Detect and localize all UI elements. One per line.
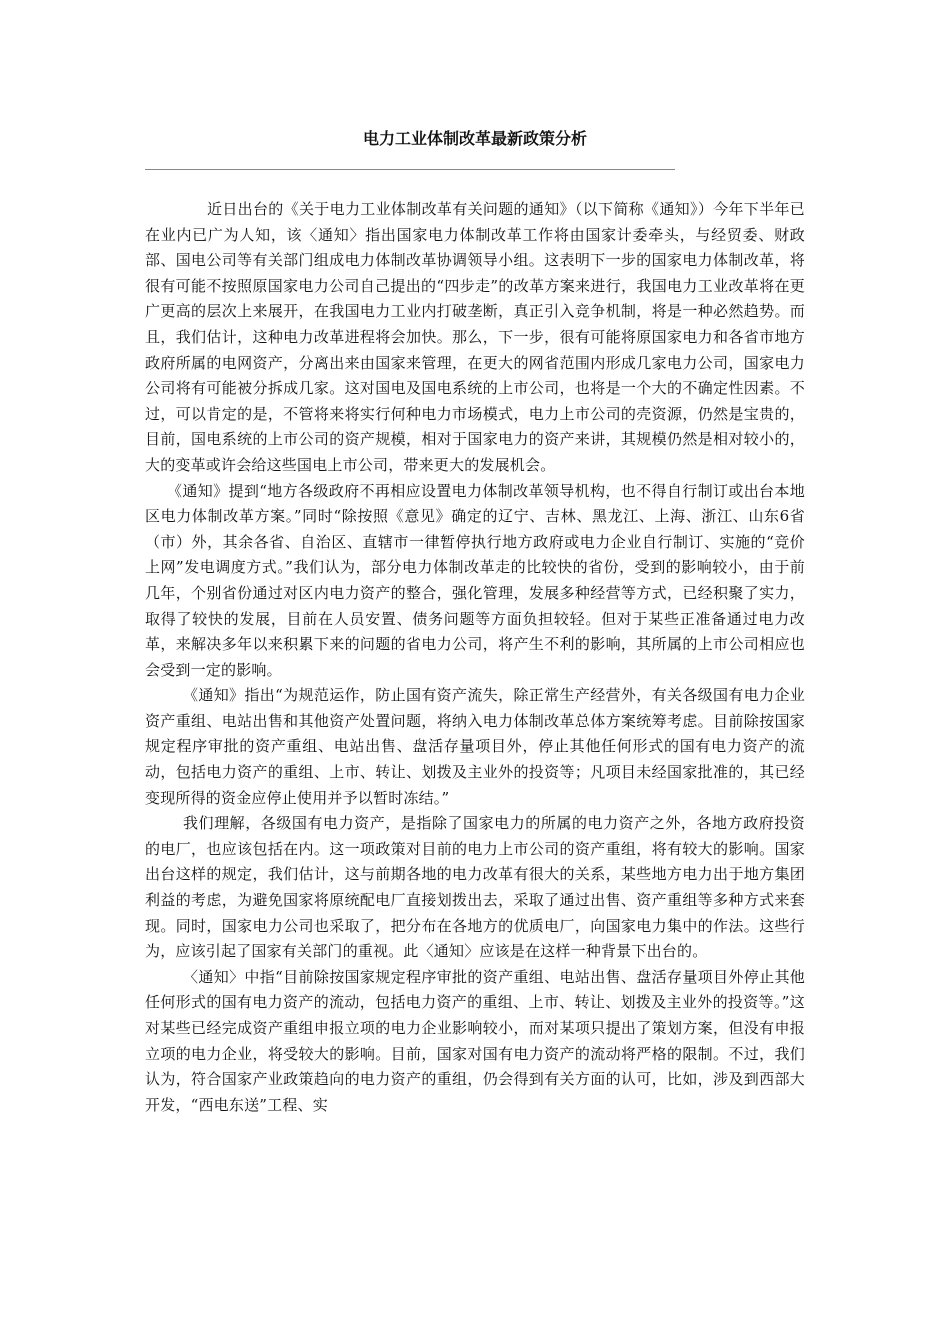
title-divider [145,169,675,170]
paragraph-5: 〈通知〉中指“目前除按国家规定程序审批的资产重组、电站出售、盘活存量项目外停止其他任何形式的国有电力资产的流动，包括电力资产的重组、上市、转让、划拨及主业外的投资等。”这对某些已经完成资产重组申报立项的电力企业影响较小，而对某项只提出了策划方案，但没有申报立项的电力企业，将受较大的影响。目前，国家对国有电力资产的流动将严格的限制。不过，我们认为，符合国家产业政策趋向的电力资产的重组，仍会得到有关方面的认可，比如，涉及到西部大开发，“西电东送”工程、实 [145,967,805,1114]
paragraph-3: 《通知》指出“为规范运作，防止国有资产流失，除正常生产经营外，有关各级国有电力企业资产重组、电站出售和其他资产处置问题，将纳入电力体制改革总体方案统筹考虑。目前除按国家规定程序审批的资产重组、电站出售、盘活存量项目外，停止其他任何形式的国有电力资产的流动，包括电力资产的重组、上市、转让、划拨及主业外的投资等；凡项目未经国家批准的，其已经变现所得的资金应停止使用并予以暂时冻结。” [145,686,805,807]
document-title: 电力工业体制改革最新政策分析 [362,129,587,148]
document-body [145,197,805,1118]
paragraph-1: 近日出台的《关于电力工业体制改革有关问题的通知》（以下简称《通知》）今年下半年已在业内已广为人知，该〈通知〉指出国家电力体制改革工作将由国家计委牵头，与经贸委、财政部、国电公司等有关部门组成电力体制改革协调领导小组。这表明下一步的国家电力体制改革，将很有可能不按照原国家电力公司自己提出的“四步走”的改革方案来进行，我国电力工业改革将在更广更高的层次上来展开，在我国电力工业内打破垄断，真正引入竞争机制，将是一种必然趋势。而且，我们估计，这种电力改革进程将会加快。那么，下一步，很有可能将原国家电力和各省市地方政府所属的电网资产，分离出来由国家来管理，在更大的网省范围内形成几家电力公司，国家电力公司将有可能被分拆成几家。这对国电及国电系统的上市公司，也将是一个大的不确定性因素。不过，可以肯定的是，不管将来将实行何种电力市场模式，电力上市公司的壳资源，仍然是宝贵的，目前，国电系统的上市公司的资产规模，相对于国家电力的资产来讲，其规模仍然是相对较小的，大的变革或许会给这些国电上市公司，带来更大的发展机会。 [145,200,805,474]
paragraph-4: 我们理解，各级国有电力资产，是指除了国家电力的所属的电力资产之外，各地方政府投资的电厂，也应该包括在内。这一项政策对目前的电力上市公司的资产重组，将有较大的影响。国家出台这样的规定，我们估计，这与前期各地的电力改革有很大的关系，某些地方电力出于地方集团利益的考虑，为避免国家将原统配电厂直接划拨出去，采取了通过出售、资产重组等多种方式来套现。同时，国家电力公司也采取了，把分布在各地方的优质电厂，向国家电力集中的作法。这些行为，应该引起了国家有关部门的重视。此〈通知〉应该是在这样一种背景下出台的。 [145,814,805,961]
paragraph-2: 《通知》提到“地方各级政府不再相应设置电力体制改革领导机构，也不得自行制订或出台本地区电力体制改革方案。”同时“除按照《意见》确定的辽宁、吉林、黑龙江、上海、浙江、山东6省（市）外，其余各省、自治区、直辖市一律暂停执行地方政府或电力企业自行制订、实施的“竞价上网”发电调度方式。”我们认为，部分电力体制改革走的比较快的省份，受到的影响较小，由于前几年，个别省份通过对区内电力资产的整合，强化管理，发展多种经营等方式，已经积聚了实力，取得了较快的发展，目前在人员安置、债务问题等方面负担较轻。但对于某些正准备通过电力改革，来解决多年以来积累下来的问题的省电力公司，将产生不利的影响，其所属的上市公司相应也会受到一定的影响。 [145,481,805,679]
